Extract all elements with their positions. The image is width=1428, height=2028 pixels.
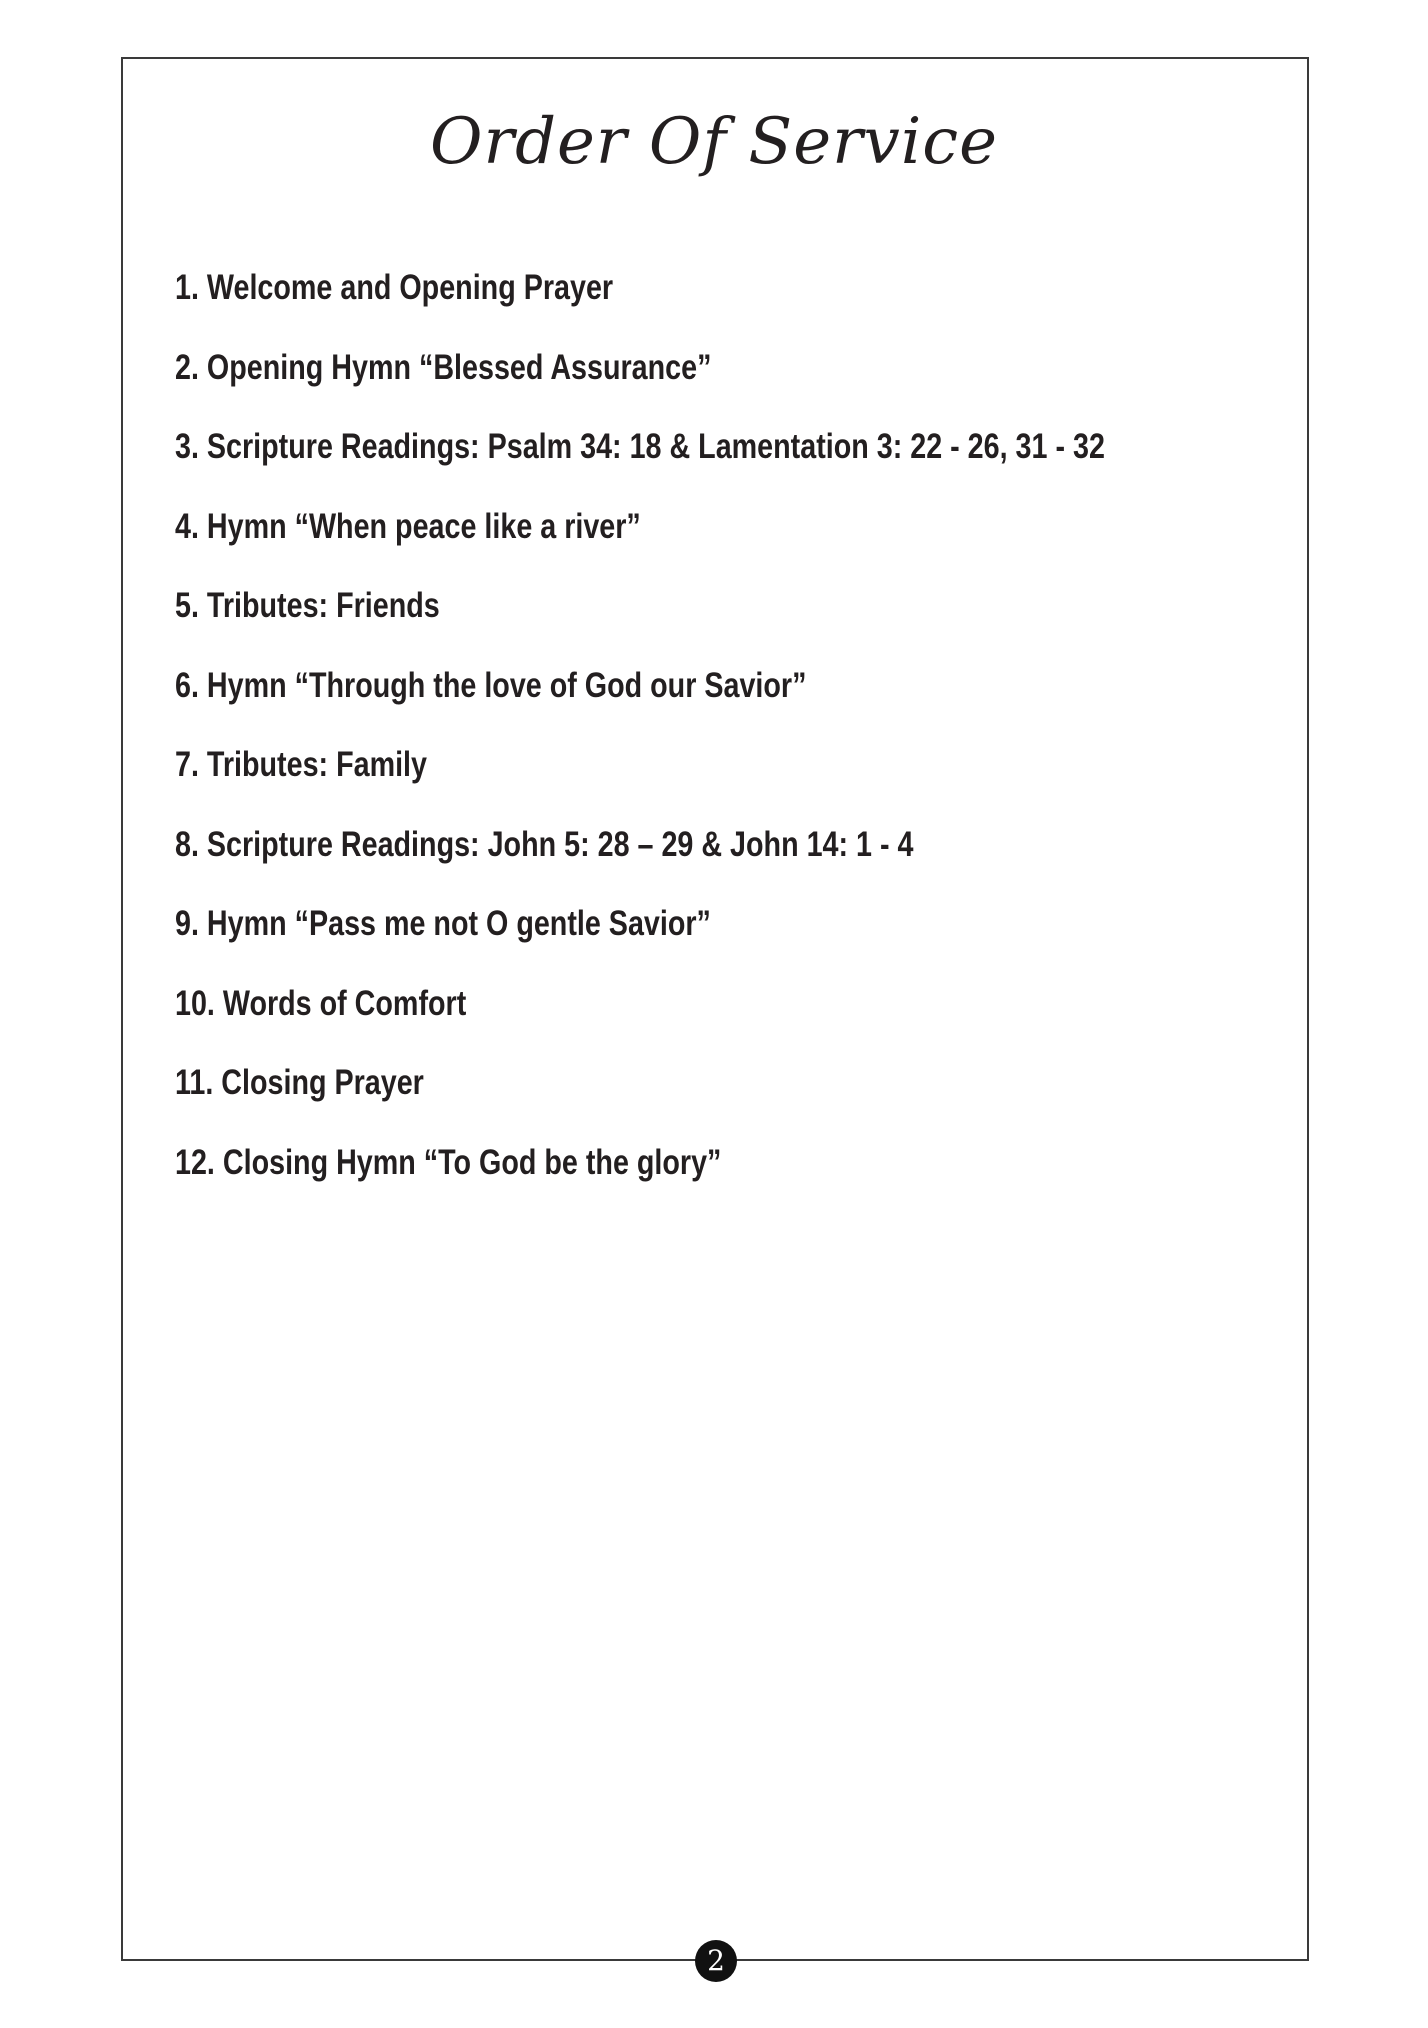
- list-item: 2. Opening Hymn “Blessed Assurance”: [175, 347, 712, 387]
- list-item: 9. Hymn “Pass me not O gentle Savior”: [175, 904, 711, 943]
- page-number-badge: 2: [695, 1940, 737, 1982]
- list-item: 5. Tributes: Friends: [175, 586, 440, 625]
- order-of-service-list: [175, 268, 1309, 1222]
- list-item: 7. Tributes: Family: [175, 745, 427, 784]
- list-item: 6. Hymn “Through the love of God our Savior”: [175, 665, 807, 705]
- list-item: 8. Scripture Readings: John 5: 28 – 29 & John 14: 1 - 4: [175, 824, 914, 864]
- list-item: 1. Welcome and Opening Prayer: [175, 268, 614, 307]
- list-item: 10. Words of Comfort: [175, 983, 467, 1023]
- list-item: 11. Closing Prayer: [175, 1063, 424, 1102]
- list-item: 4. Hymn “When peace like a river”: [175, 506, 641, 546]
- list-item: 3. Scripture Readings: Psalm 34: 18 & Lamentation 3: 22 - 26, 31 - 32: [175, 427, 1105, 466]
- page-title: Order Of Service: [430, 105, 998, 179]
- list-item: 12. Closing Hymn “To God be the glory”: [175, 1142, 722, 1182]
